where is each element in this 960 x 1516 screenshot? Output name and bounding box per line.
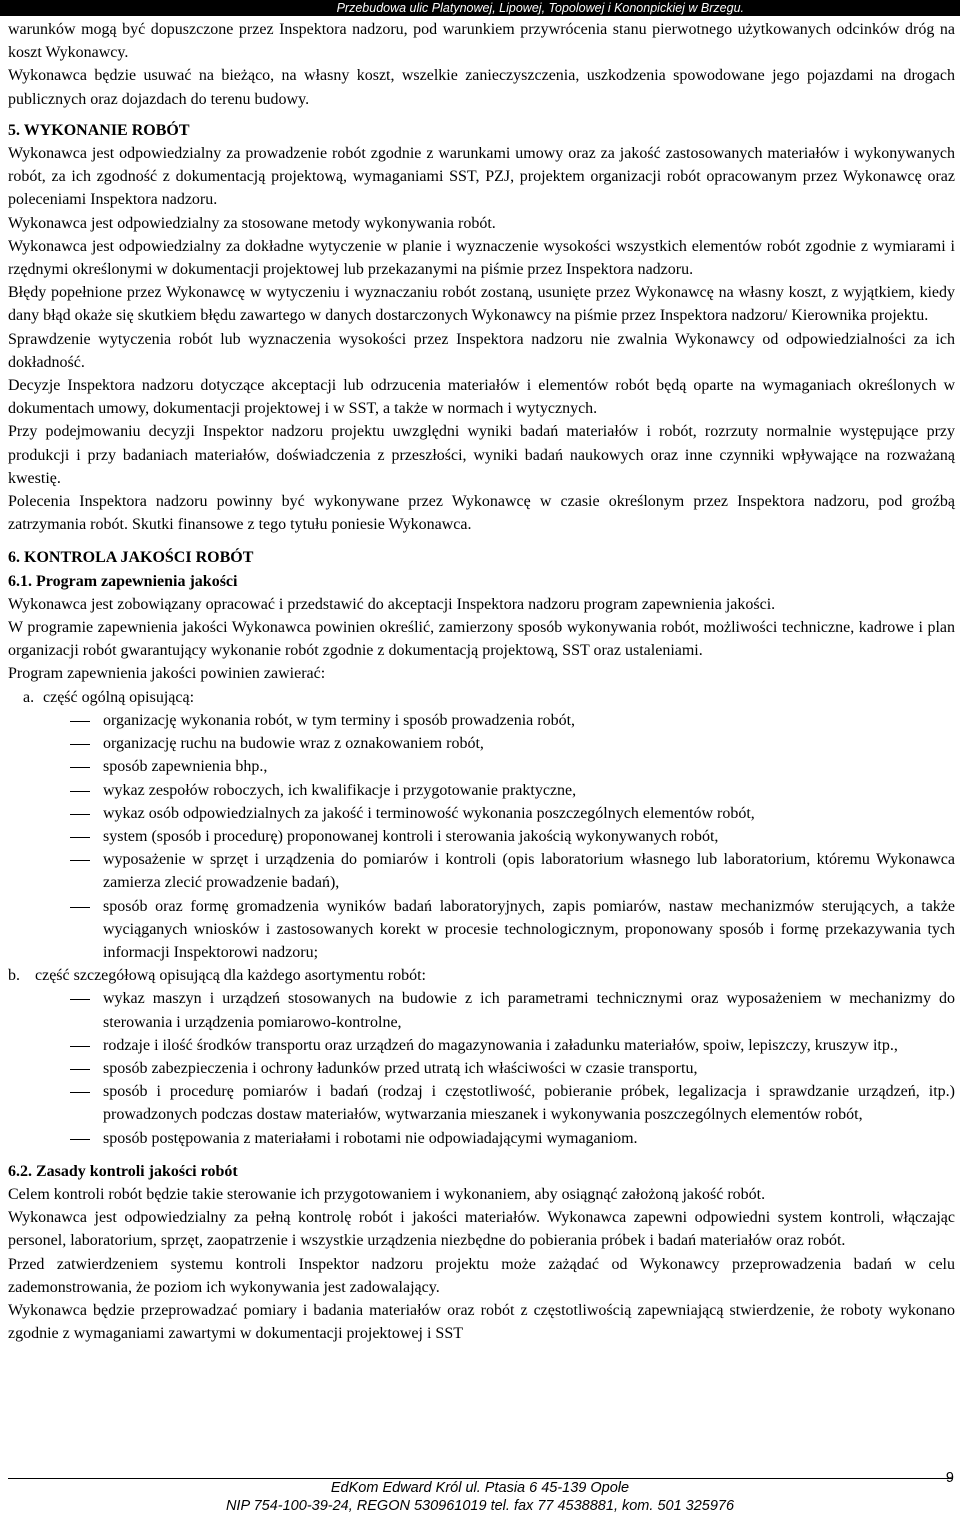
list-a-label (8, 686, 955, 709)
page-header (0, 0, 960, 16)
list-a (8, 709, 955, 964)
paragraph: Celem kontroli robót będzie takie sterowanie ich przygotowaniem i wykonaniem, aby osiągnąć założoną jakość robót. (8, 1185, 766, 1203)
list-a-title: część ogólną opisującą: (43, 688, 195, 706)
list-b-letter: b. (8, 967, 20, 985)
document-body (8, 18, 955, 1345)
section-heading-6: 6. KONTROLA JAKOŚCI ROBÓT (8, 549, 254, 567)
list-item: sposób postępowania z materiałami i robotami nie odpowiadającymi wymaganiom. (8, 1127, 955, 1150)
paragraph: Wykonawca jest odpowiedzialny za prowadzenie robót zgodnie z warunkami umowy oraz za jakość zastosowanych materiałów i wykonywanych robót, za ich zgodność z dokumentacją projektową, wymaganiami SST, PZJ, projektem organizacji robót opracowanym przez Wykonawcę oraz poleceniami Inspektora nadzoru. (8, 145, 955, 209)
list-item: organizację wykonania robót, w tym terminy i sposób prowadzenia robót, (8, 709, 955, 732)
paragraph: Wykonawca będzie usuwać na bieżąco, na własny koszt, wszelkie zanieczyszczenia, uszkodzenia spowodowane jego pojazdami na drogach publicznych oraz dojazdach do terenu budowy. (8, 67, 955, 108)
paragraph: Wykonawca jest zobowiązany opracować i przedstawić do akceptacji Inspektora nadzoru program zapewnienia jakości. (8, 595, 776, 613)
list-a-letter: a. (23, 688, 35, 706)
page-number: 9 (945, 1470, 954, 1486)
list-item: sposób zapewnienia bhp., (8, 755, 955, 778)
paragraph: Decyzje Inspektora nadzoru dotyczące akceptacji lub odrzucenia materiałów i elementów robót będą oparte na wymaganiach określonych w dokumentach umowy, dokumentacji projektowej i w SST, a także w normach i wytycznych. (8, 377, 955, 418)
paragraph: Wykonawca jest odpowiedzialny za pełną kontrolę robót i jakości materiałów. Wykonawca zapewni odpowiedni system kontroli, włączając personel, laboratorium, sprzęt, zaopatrzenie i wszystkie urządzenia niezbędne do pobierania próbek i badań materiałów oraz robót. (8, 1209, 955, 1250)
footer-contact: NIP 754-100-39-24, REGON 530961019 tel. fax 77 4538881, kom. 501 325976 (225, 1498, 735, 1514)
paragraph: W programie zapewnienia jakości Wykonawca powinien określić, zamierzony sposób wykonywania robót, możliwości techniczne, kadrowe i plan organizacji robót gwarantujący wykonanie robót zgodnie z dokumentacją projektową, SST oraz ustaleniami. (8, 619, 955, 660)
list-item: wykaz maszyn i urządzeń stosowanych na budowie z ich parametrami technicznymi oraz wyposażeniem w mechanizmy do sterowania i urządzenia pomiarowo-kontrolne, (8, 987, 955, 1033)
paragraph: Sprawdzenie wytyczenia robót lub wyznaczenia wysokości przez Inspektora nadzoru nie zwalnia Wykonawcy od odpowiedzialności za ich dokładność. (8, 330, 955, 371)
subsection-heading-6-2: 6.2. Zasady kontroli jakości robót (8, 1162, 238, 1180)
footer-address: EdKom Edward Król ul. Ptasia 6 45-139 Opole (330, 1480, 630, 1496)
list-item: wykaz osób odpowiedzialnych za jakość i terminowość wykonania poszczególnych elementów robót, (8, 802, 955, 825)
list-b (8, 987, 955, 1149)
list-b-title: część szczegółową opisującą dla każdego asortymentu robót: (35, 967, 426, 985)
paragraph: Przy podejmowaniu decyzji Inspektor nadzoru projektu uwzględni wyniki badań materiałów i robót, rozrzuty normalnie występujące przy produkcji i przy badaniach materiałów, doświadczenia z przeszłości, wyniki badań naukowych oraz inne czynniki wpływające na rozważaną kwestię. (8, 423, 955, 487)
header-title: Przebudowa ulic Platynowej, Lipowej, Topolowej i Kononpickiej w Brzegu. (336, 1, 744, 15)
list-item: sposób zabezpieczenia i ochrony ładunków przed utratą ich właściwości w czasie transportu, (8, 1057, 955, 1080)
subsection-heading-6-1: 6.1. Program zapewnienia jakości (8, 572, 238, 590)
paragraph: Wykonawca jest odpowiedzialny za stosowane metody wykonywania robót. (8, 214, 496, 232)
paragraph: Błędy popełnione przez Wykonawcę w wytyczeniu i wyznaczaniu robót zostaną, usunięte przez Wykonawcę na własny koszt, z wyjątkiem, kiedy dany błąd okaże się skutkiem błędu zawartego w danych dostarczonych Wykonawcy na piśmie przez Inspektora nadzoru/ Kierownika projektu. (8, 284, 955, 325)
list-item: sposób i procedurę pomiarów i badań (rodzaj i częstotliwość, pobieranie próbek, legalizacja i sprawdzanie urządzeń, itp.) prowadzonych podczas dostaw materiałów, wytwarzania mieszanek i wykonywania poszczególnych elementów robót, (8, 1080, 955, 1126)
paragraph: Wykonawca będzie przeprowadzać pomiary i badania materiałów oraz robót z częstotliwością zapewniającą stwierdzenie, że roboty wykonano zgodnie z wymaganiami zawartymi w dokumentacji projektowej i SST (8, 1301, 955, 1343)
paragraph: Przed zatwierdzeniem systemu kontroli Inspektor nadzoru projektu może zażądać od Wykonawcy przeprowadzenia badań w celu zademonstrowania, że poziom ich wykonywania jest zadowalający. (8, 1255, 955, 1296)
list-item: sposób oraz formę gromadzenia wyników badań laboratoryjnych, zapis pomiarów, nastaw mechanizmów sterujących, a także wyciąganych wniosków i zastosowanych korekt w procesie technologicznym, proponowany sposób i formę przekazywania tych informacji Inspektorowi nadzoru; (8, 895, 955, 965)
paragraph: Wykonawca jest odpowiedzialny za dokładne wytyczenie w planie i wyznaczenie wysokości wszystkich elementów robót zgodnie z wymiarami i rzędnymi określonymi w dokumentacji projektowej lub przekazanymi na piśmie przez Inspektora nadzoru. (8, 237, 955, 279)
section-heading-5: 5. WYKONANIE ROBÓT (8, 121, 190, 139)
list-item: wykaz zespołów roboczych, ich kwalifikacje i przygotowanie praktyczne, (8, 779, 955, 802)
list-item: system (sposób i procedurę) proponowanej kontroli i sterowania jakością wykonywanych robót, (8, 825, 955, 848)
paragraph: Program zapewnienia jakości powinien zawierać: (8, 665, 326, 683)
paragraph: Polecenia Inspektora nadzoru powinny być wykonywane przez Wykonawcę w czasie określonym przez Inspektora nadzoru, pod groźbą zatrzymania robót. Skutki finansowe z tego tytułu poniesie Wykonawca. (8, 493, 955, 534)
list-b-label (8, 964, 955, 987)
list-item: rodzaje i ilość środków transportu oraz urządzeń do magazynowania i załadunku materiałów, spoiw, lepiszczy, kruszyw itp., (8, 1034, 955, 1057)
paragraph: warunków mogą być dopuszczone przez Inspektora nadzoru, pod warunkiem przywrócenia stanu pierwotnego użytkowanych odcinków dróg na koszt Wykonawcy. (8, 21, 955, 62)
list-item: wyposażenie w sprzęt i urządzenia do pomiarów i kontroli (opis laboratorium własnego lub laboratorium, któremu Wykonawca zamierza zlecić prowadzenie badań), (8, 848, 955, 894)
list-item: organizację ruchu na budowie wraz z oznakowaniem robót, (8, 732, 955, 755)
